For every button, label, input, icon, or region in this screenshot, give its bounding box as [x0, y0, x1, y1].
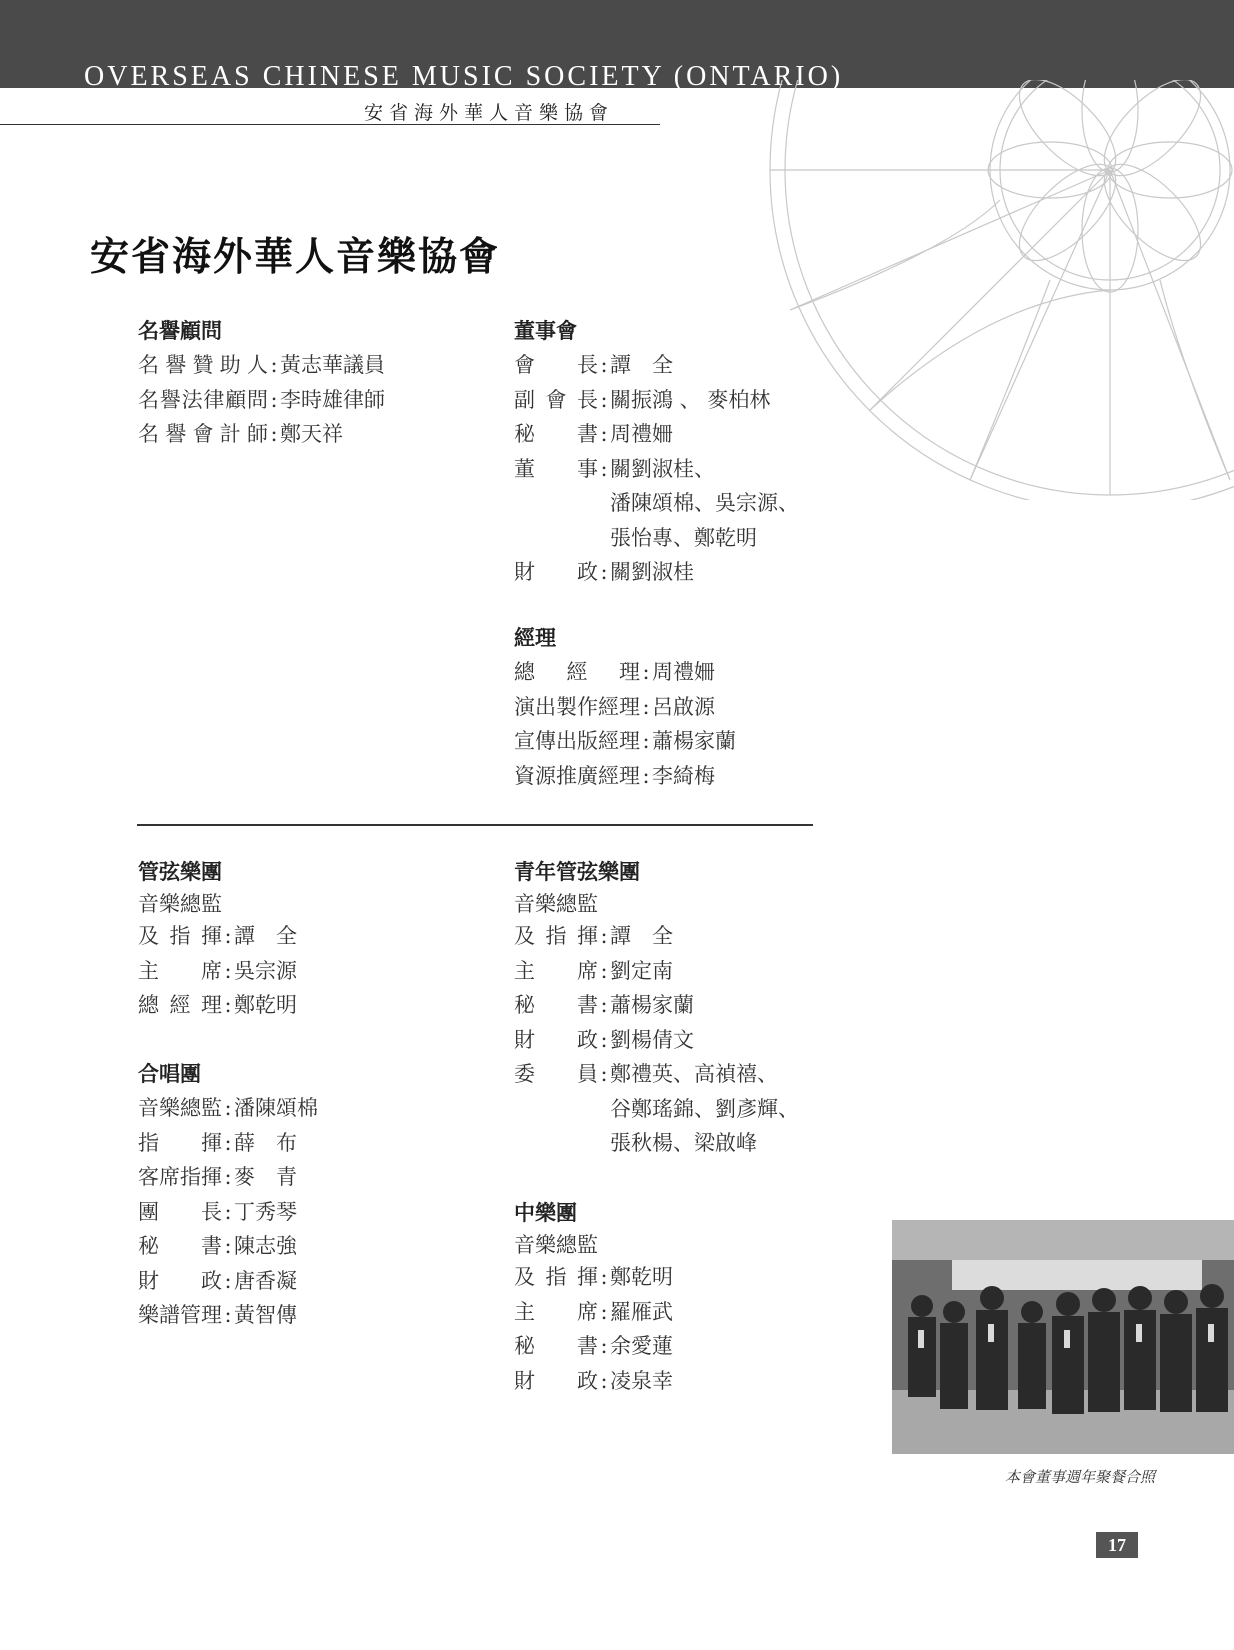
list-item: 及指揮 : 鄭乾明	[514, 1265, 673, 1289]
section-heading: 董事會	[514, 318, 577, 343]
section-heading: 青年管弦樂團	[514, 859, 640, 884]
page-number: 17	[1096, 1532, 1138, 1558]
list-item: 主席 : 羅雁武	[514, 1299, 673, 1324]
section-orchestra	[138, 855, 297, 1023]
list-item: 董事 : 關劉淑桂、	[514, 456, 715, 481]
list-item: 及指揮 : 譚 全	[138, 924, 297, 948]
section-choir	[138, 1057, 318, 1333]
section-heading: 合唱團	[138, 1061, 201, 1086]
list-item: 財政 : 凌泉幸	[514, 1368, 673, 1393]
list-item: 秘書 : 余愛蓮	[514, 1334, 673, 1358]
org-name-cn: 安省海外華人音樂協會	[364, 102, 615, 124]
list-item: 財政 : 唐香凝	[138, 1268, 297, 1293]
list-item: 總經理 : 周禮姍	[514, 660, 715, 684]
list-item: 指揮 : 薛 布	[138, 1130, 297, 1155]
list-item: 團長 : 丁秀琴	[138, 1199, 297, 1224]
list-item: 張怡專、鄭乾明	[610, 525, 757, 550]
list-item: 會長 : 譚 全	[514, 353, 673, 377]
group-photo-illustration	[892, 1220, 1234, 1454]
page-title: 安省海外華人音樂協會	[90, 234, 501, 280]
section-board	[514, 314, 799, 590]
list-item: 秘書 : 周禮姍	[514, 422, 673, 446]
section-heading: 中樂團	[514, 1200, 577, 1225]
list-item: 主席 : 吳宗源	[138, 958, 297, 983]
list-item: 秘書 : 蕭楊家蘭	[514, 993, 694, 1017]
list-item: 秘書 : 陳志強	[138, 1234, 297, 1258]
section-youth-orchestra	[514, 855, 799, 1161]
group-photo	[892, 1220, 1234, 1454]
list-item: 資源推廣經理 : 李綺梅	[514, 763, 715, 788]
section-divider	[137, 824, 813, 826]
section-heading: 名譽顧問	[138, 318, 222, 343]
list-item: 總經理 : 鄭乾明	[138, 993, 297, 1017]
section-heading: 經理	[514, 625, 556, 650]
section-honorary	[138, 314, 385, 452]
section-managers	[514, 621, 736, 793]
list-item: 谷鄭瑤錦、劉彥輝、	[610, 1096, 799, 1121]
list-item: 名譽法律顧問 : 李時雄律師	[138, 387, 385, 412]
list-item: 主席 : 劉定南	[514, 958, 673, 983]
list-item: 委員 : 鄭禮英、高禎禧、	[514, 1062, 778, 1086]
list-item: 音樂總監	[138, 892, 222, 916]
rosette-ornament	[750, 80, 1234, 500]
list-item: 音樂總監 : 潘陳頌棉	[138, 1096, 318, 1120]
list-item: 音樂總監	[514, 892, 598, 916]
list-item: 副會長 : 關振鴻 、 麥柏林	[514, 387, 771, 412]
list-item: 及指揮 : 譚 全	[514, 924, 673, 948]
list-item: 名譽贊助人 : 黃志華議員	[138, 353, 385, 377]
list-item: 音樂總監	[514, 1233, 598, 1257]
list-item: 樂譜管理 : 黃智傳	[138, 1303, 297, 1327]
list-item: 名譽會計師 : 鄭天祥	[138, 422, 343, 446]
section-chinese-orchestra	[514, 1196, 673, 1398]
photo-caption: 本會董事週年聚餐合照	[1005, 1468, 1156, 1486]
list-item: 宣傳出版經理 : 蕭楊家蘭	[514, 729, 736, 753]
list-item: 張秋楊、梁啟峰	[610, 1131, 757, 1155]
list-item: 客席指揮 : 麥 青	[138, 1165, 297, 1189]
section-heading: 管弦樂團	[138, 859, 222, 884]
org-name-en: OVERSEAS CHINESE MUSIC SOCIETY (ONTARIO)	[84, 61, 844, 92]
list-item: 演出製作經理 : 呂啟源	[514, 694, 715, 719]
list-item: 財政 : 關劉淑桂	[514, 560, 694, 584]
list-item: 財政 : 劉楊倩文	[514, 1027, 694, 1052]
list-item: 潘陳頌棉、吳宗源、	[610, 491, 799, 515]
